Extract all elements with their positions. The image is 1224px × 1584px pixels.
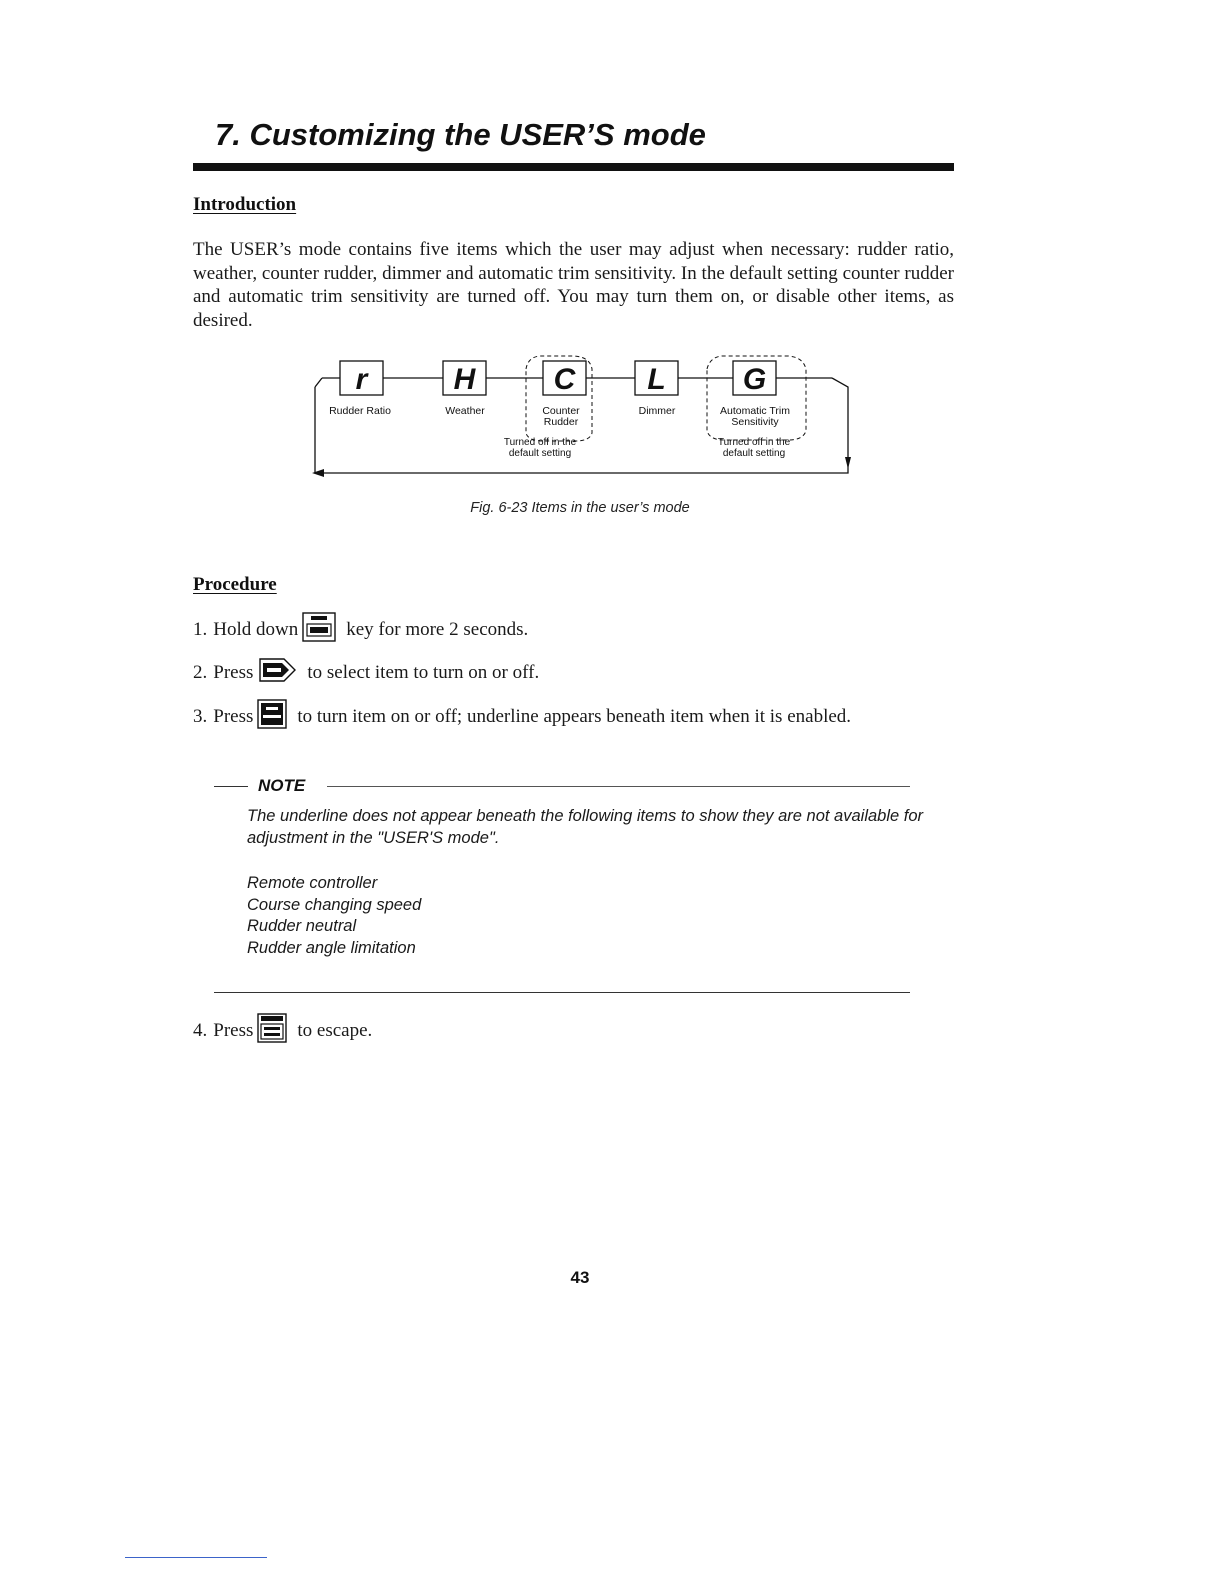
auto-trim-default-note-1: Turned off in the (717, 437, 791, 448)
counter-rudder-display-box (543, 361, 586, 396)
step-number: 3. (193, 706, 208, 727)
rudder-ratio-display-box (340, 361, 383, 396)
procedure-step-3 (193, 702, 851, 732)
alarm-reset-key-icon (257, 1013, 287, 1049)
figure-caption: Fig. 6-23 Items in the user’s mode (470, 500, 690, 516)
step-text-after: key for more 2 seconds. (346, 619, 529, 640)
step-number: 2. (193, 662, 208, 683)
procedure-heading: Procedure (193, 574, 277, 595)
title-rule (193, 163, 954, 171)
step-text-after: to turn item on or off; underline appears beneath item when it is enabled. (297, 706, 852, 727)
introduction-text: The USER’s mode contains five items which the user may adjust when necessary: rudder ratio, weather, counter rudder, dimmer and automatic trim sensitivity. In the default setting counter rudder and automatic trim sensitivity are turned off. You may turn them on, or disable other items, as desired. (193, 239, 954, 331)
step-text-before: Press (213, 662, 254, 683)
procedure-step-4 (193, 1016, 372, 1046)
user-mode-items-diagram (300, 345, 860, 480)
dimmer-display-box (635, 361, 678, 396)
dimmer-display-char: L (647, 363, 666, 396)
list-item: Remote controller (247, 874, 378, 892)
footer-rule (125, 1557, 267, 1558)
power-stby-key-icon (302, 612, 336, 648)
counter-rudder-default-note-2: default setting (508, 448, 572, 459)
procedure-step-1 (193, 615, 528, 645)
weather-label: Weather (445, 405, 485, 417)
step-number: 4. (193, 1020, 208, 1041)
note-rule (327, 786, 910, 787)
step-number: 1. (193, 619, 208, 640)
page-number: 43 (570, 1268, 590, 1287)
note-items-list (247, 873, 421, 959)
rudder-ratio-display-char: r (355, 363, 368, 396)
counter-rudder-display-char: C (553, 363, 576, 396)
auto-trim-default-note-2: default setting (722, 448, 786, 459)
note-end-rule (214, 992, 910, 993)
stbd-key-icon (257, 655, 297, 691)
step-text-before: Hold down (213, 619, 299, 640)
note-label: NOTE (258, 776, 306, 795)
counter-rudder-label-line2: Rudder (543, 416, 579, 428)
list-item: Course changing speed (247, 895, 422, 914)
step-text-before: Press (213, 706, 254, 727)
note-dash (214, 786, 248, 787)
note-text: The underline does not appear beneath the following items to show they are not available for adjustment in the "USER'S mode". (247, 807, 924, 847)
rudder-ratio-label: Rudder Ratio (329, 405, 391, 417)
introduction-heading: Introduction (193, 194, 297, 215)
counter-rudder-default-note-1: Turned off in the (503, 437, 577, 448)
step-text-after: to select item to turn on or off. (307, 662, 540, 683)
counter-rudder-label: Counter (542, 405, 580, 417)
automatic-trim-display-box (733, 361, 776, 396)
dimmer-label: Dimmer (638, 405, 676, 417)
sea-state-key-icon (257, 699, 287, 735)
automatic-trim-label-line2: Sensitivity (731, 416, 779, 428)
note-header (214, 774, 910, 798)
automatic-trim-label: Automatic Trim (719, 405, 791, 417)
list-item: Rudder neutral (247, 917, 357, 935)
list-item: Rudder angle limitation (247, 938, 416, 957)
automatic-trim-display-char: G (742, 363, 767, 396)
step-text-after: to escape. (297, 1020, 373, 1041)
step-text-before: Press (213, 1020, 254, 1041)
chapter-title: 7. Customizing the USER’S mode (215, 117, 706, 152)
weather-display-char: H (453, 363, 476, 396)
procedure-step-2 (193, 658, 539, 688)
weather-display-box (443, 361, 486, 396)
